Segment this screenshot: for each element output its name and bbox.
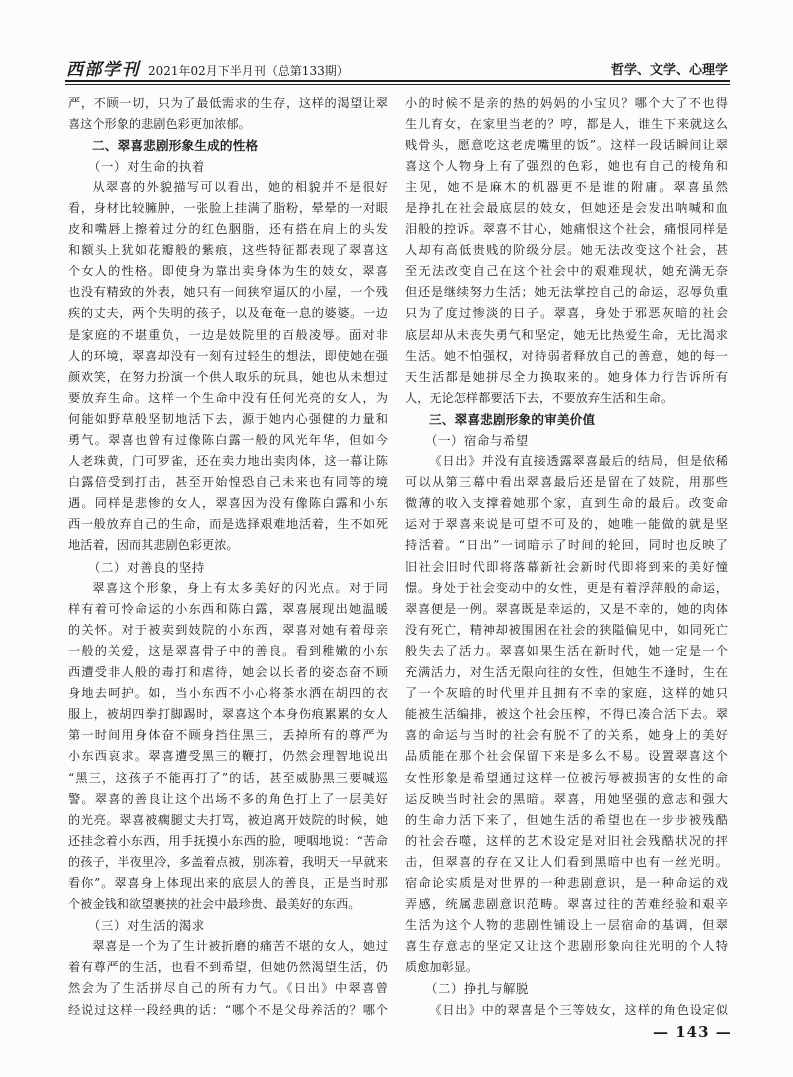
right-column xyxy=(405,93,728,1021)
text-line: 的关怀。对于被卖到妓院的小东西，翠喜对她有着母亲 xyxy=(68,622,388,637)
text-line: 还挂念着小东西，用手抚摸小东西的脸，哽咽地说：“苦命 xyxy=(68,833,388,848)
text-line: 小的时候不是亲的热的妈妈的小宝贝？哪个大了不也得 xyxy=(405,95,728,110)
text-line: 地活着，因而其悲剧色彩更浓。 xyxy=(68,538,239,553)
paragraph xyxy=(68,936,388,1020)
text-line: “黑三，这孩子不能再打了”的话，甚至威胁黑三要喊巡 xyxy=(68,770,388,785)
text-line: 的光亮。翠喜被瘸腿丈夫打骂，被迫离开妓院的时候，她 xyxy=(68,812,388,827)
text-line: 喜生存意志的坚定又让这个悲剧形象向往光明的个人特 xyxy=(405,939,728,954)
text-line: 击，但翠喜的存在又让人们看到黑暗中也有一丝光明。 xyxy=(405,854,728,869)
text-line: 天生活都是她拼尽全力换取来的。她身体力行告诉所有 xyxy=(405,369,728,384)
subsection-heading: （三）对生活的渴求 xyxy=(88,918,205,934)
text-line: 主见，她不是麻木的机器更不是谁的附庸。翠喜虽然 xyxy=(405,179,728,194)
text-line: 疾的丈夫，两个失明的孩子，以及奄奄一息的婆婆。一边 xyxy=(68,306,388,321)
text-line: 一般的关爱，这是翠喜骨子中的善良。看到稚嫩的小东 xyxy=(68,643,388,658)
text-line: 弄感，统属悲剧意识范畴。翠喜过往的苦难经验和艰辛 xyxy=(405,897,728,912)
subsection-heading: （二）挣扎与解脱 xyxy=(425,981,529,997)
text-line: 西遭受非人般的毒打和虐待，她会以长者的姿态奋不顾 xyxy=(68,665,388,680)
text-line: 生活。她不怕强权，对待弱者释放自己的善意，她的每一 xyxy=(405,348,728,363)
text-line: 着有尊严的生活，也看不到希望，但她仍然渴望生活，仍 xyxy=(68,960,388,975)
text-line: 能被生活编排，被这个社会压榨，不得已凑合活下去。翠 xyxy=(405,707,728,722)
text-line: 皮和嘴唇上擦着过分的红色胭脂，还有搭在肩上的头发 xyxy=(68,222,388,237)
text-line: 人却有高低贵贱的阶级分层。她无法改变这个社会，甚 xyxy=(405,243,728,258)
text-line: 可以从第三幕中看出翠喜最后还是留在了妓院，用那些 xyxy=(405,475,728,490)
header-rule-thick xyxy=(65,80,730,82)
text-line: 警。翠喜的善良让这个出场不多的角色打上了一层美好 xyxy=(68,791,388,806)
text-line: 女性形象是希望通过这样一位被污辱被损害的女性的命 xyxy=(405,770,728,785)
text-line: 喜这个形象的悲剧色彩更加浓郁。 xyxy=(68,116,251,131)
section-heading: 三、翠喜悲剧形象的审美价值 xyxy=(429,411,596,427)
text-line: 白露倍受到打击，甚至开始惶恐自己未来也有同等的境 xyxy=(68,475,388,490)
running-header xyxy=(66,58,730,82)
text-line: 看，身材比较臃肿，一张脸上挂满了脂粉，晕晕的一对眼 xyxy=(68,200,388,215)
text-line: 质愈加彰显。 xyxy=(405,960,479,975)
journal-name: 西部学刊 xyxy=(66,60,140,80)
text-line: 生儿育女，在家里当老的？哼，都是人，谁生下来就这么 xyxy=(405,116,728,131)
text-line: 翠喜便是一例。翠喜既是幸运的，又是不幸的，她的肉体 xyxy=(405,601,728,616)
text-line: 的孩子，半夜里冷，多盖着点被，别冻着，我明天一早就来 xyxy=(68,854,388,869)
text-line: 充满活力，对生活无限向往的女性，但她生不逢时，生在 xyxy=(405,665,728,680)
text-line: 西一般放弃自己的生命，而是选择艰难地活着，生不如死 xyxy=(68,517,388,532)
text-line: 遇。同样是悲惨的女人，翠喜因为没有像陈白露和小东 xyxy=(68,496,388,511)
text-line: 身地去呵护。如，当小东西不小心将茶水洒在胡四的衣 xyxy=(68,686,388,701)
paragraph xyxy=(405,451,728,978)
text-line: 第一时间用身体奋不顾身挡住黑三，丢掉所有的尊严为 xyxy=(68,728,388,743)
text-line: 勇气。翠喜也曾有过像陈白露一般的风光年华，但如今 xyxy=(68,433,388,447)
text-line: 般失去了活力。翠喜如果生活在新时代，她一定是一个 xyxy=(405,643,728,658)
text-line: 小东西哀求。翠喜遭受黑三的鞭打，仍然会理智地说出 xyxy=(68,749,388,764)
header-rule-thin xyxy=(65,84,730,85)
text-line: 宿命论实质是对世界的一种悲剧意识，是一种命运的戏 xyxy=(405,875,728,890)
section-heading: 二、翠喜悲剧形象生成的性格 xyxy=(92,137,259,153)
text-line: 翠喜是一个为了生计被折磨的痛苦不堪的女人，她过 xyxy=(92,939,388,954)
subsection-heading: （一）宿命与希望 xyxy=(425,433,529,448)
text-line: 《日出》中的翠喜是个三等妓女，这样的角色设定似 xyxy=(429,1002,728,1017)
text-line: 旧社会旧时代即将落幕新社会新时代即将到来的美好憧 xyxy=(405,559,728,574)
paragraph xyxy=(405,1000,728,1021)
text-line: 何能如野草般坚韧地活下去，源于她内心强健的力量和 xyxy=(68,411,388,426)
text-line: 至无法改变自己在这个社会中的艰难现状，她充满无奈 xyxy=(405,264,728,279)
left-column xyxy=(68,93,388,1021)
text-line: 运反映当时社会的黑暗。翠喜，用她坚强的意志和强大 xyxy=(405,791,728,806)
text-line: 憬。身处于社会变动中的女性，更是有着浮萍般的命运， xyxy=(405,580,728,595)
text-line: 的生命力活下来了，但她生活的希望也在一步步被残酷 xyxy=(405,812,728,827)
text-line: 也没有精致的外表，她只有一间狭窄逼仄的小屋，一个残 xyxy=(68,285,388,300)
text-line: 要放弃生命。这样一个生命中没有任何光亮的女人，为 xyxy=(68,390,388,405)
text-line: 样有着可怜命运的小东西和陈白露，翠喜展现出她温暖 xyxy=(68,601,388,616)
text-line: 《日出》并没有直接透露翠喜最后的结局，但是依稀 xyxy=(429,454,728,469)
text-line: 人的环境，翠喜却没有一刻有过轻生的想法，即使她在强 xyxy=(68,348,388,363)
text-line: 微薄的收入支撑着她那个家，直到生命的最后。改变命 xyxy=(405,496,728,511)
text-line: 的社会吞噬，这样的艺术设定是对旧社会残酷状况的抨 xyxy=(405,833,728,848)
text-line: 持活着。“日出”一词暗示了时间的轮回，同时也反映了 xyxy=(405,538,728,553)
text-line: 泪般的控诉。翠喜不甘心，她痛恨这个社会，痛恨同样是 xyxy=(405,222,728,237)
text-line: 运对于翠喜来说是可望不可及的，她唯一能做的就是坚 xyxy=(405,517,728,532)
text-line: 品质能在那个社会保留下来是多么不易。设置翠喜这个 xyxy=(405,749,728,764)
subsection-heading: （二）对善良的坚持 xyxy=(88,559,205,575)
text-line: 从翠喜的外貌描写可以看出，她的相貌并不是很好 xyxy=(92,179,388,194)
text-line: 个女人的性格。即使身为靠出卖身体为生的妓女，翠喜 xyxy=(68,264,388,279)
text-line: 人，无论怎样都要活下去，不要放弃生活和生命。 xyxy=(405,390,674,405)
text-line: 底层却从未丧失勇气和坚定，她无比热爱生命，无比渴求 xyxy=(405,327,728,342)
text-line: 是家庭的不堪重负，一边是妓院里的百般凌辱。面对非 xyxy=(68,327,388,342)
subsection-heading: （一）对生命的执着 xyxy=(88,158,205,174)
text-line: 颜欢笑，在努力扮演一个供人取乐的玩具，她也从未想过 xyxy=(68,369,388,384)
text-line: 然会为了生活拼尽自己的所有力气。《日出》中翠喜曾 xyxy=(68,981,388,996)
text-line: 没有死亡，精神却被围困在社会的狭隘偏见中，如同死亡 xyxy=(405,622,728,637)
text-line: 翠喜这个形象，身上有太多美好的闪光点。对于同 xyxy=(92,580,388,595)
paragraph xyxy=(405,93,728,409)
text-line: 人老珠黄，门可罗雀，还在卖力地出卖肉体，这一幕让陈 xyxy=(68,454,388,469)
section-name: 哲学、文学、心理学 xyxy=(610,63,728,78)
text-line: 喜的命运与当时的社会有脱不了的关系，她身上的美好 xyxy=(405,728,728,743)
text-line: 个被金钱和欲望裹挟的社会中最珍贵、最美好的东西。 xyxy=(68,897,361,912)
text-line: 服上，被胡四拳打脚踢时，翠喜这个本身伤痕累累的女人 xyxy=(68,707,388,722)
text-line: 但还是继续努力生活；她无法掌控自己的命运，忍辱负重 xyxy=(405,285,728,300)
text-line: 是挣扎在社会最底层的妓女，但她还是会发出呐喊和血 xyxy=(405,200,728,215)
paragraph xyxy=(68,578,388,916)
paragraph xyxy=(68,177,388,557)
paragraph xyxy=(68,93,388,135)
text-line: 经说过这样一段经典的话：“哪个不是父母养活的？哪个 xyxy=(68,1002,388,1017)
text-line: 和额头上犹如花瓣般的紫痕，这些特征都表现了翠喜这 xyxy=(68,243,388,258)
issue-info: 2021年02月下半月刊（总第133期） xyxy=(148,64,349,78)
text-line: 严，不顾一切，只为了最低需求的生存，这样的渴望让翠 xyxy=(68,95,388,110)
text-line: 生活为这个人物的悲剧性铺设上一层宿命的基调，但翠 xyxy=(405,918,728,933)
page-number: — 143 — xyxy=(653,1023,732,1041)
text-line: 看你”。翠喜身上体现出来的底层人的善良，正是当时那 xyxy=(68,875,388,890)
text-line: 了一个灰暗的时代里并且拥有不幸的家庭，这样的她只 xyxy=(405,686,728,701)
text-line: 贱骨头，愿意吃这老虎嘴里的饭”。这样一段话瞬间让翠 xyxy=(405,137,728,152)
text-line: 喜这个人物身上有了强烈的色彩，她也有自己的棱角和 xyxy=(405,158,728,173)
text-line: 只为了度过惨淡的日子。翠喜，身处于邪恶灰暗的社会 xyxy=(405,306,728,321)
